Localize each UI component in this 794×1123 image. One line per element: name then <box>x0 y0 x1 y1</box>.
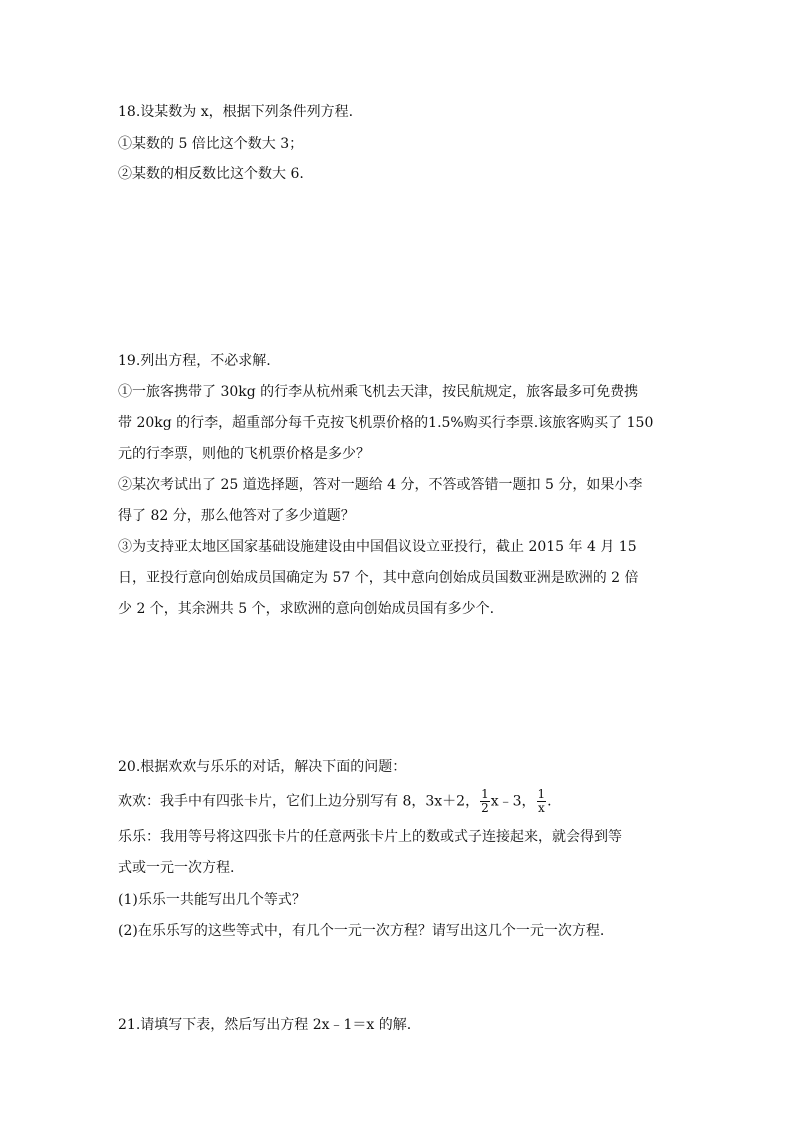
q20-lele-line-2: 式或一元一次方程. <box>118 860 235 876</box>
q20-lele-line-1: 乐乐：我用等号将这四张卡片的任意两张卡片上的数或式子连接起来，就会得到等 <box>118 829 622 845</box>
huanhuan-text: x﹣3， <box>490 793 536 810</box>
fraction-numerator: 1 <box>537 787 546 801</box>
fraction-numerator: 1 <box>481 787 489 801</box>
huanhuan-text: 欢欢：我手中有四张卡片，它们上边分别写有 8，3x＋2， <box>118 793 480 810</box>
fraction-denominator: x <box>537 801 545 815</box>
fraction-denominator: 2 <box>481 801 489 815</box>
q18-item-2: ②某数的相反数比这个数大 6. <box>118 166 304 182</box>
q19-line: 日，亚投行意向创始成员国确定为 57 个，其中意向创始成员国数亚洲是欧洲的 2 倍 <box>118 570 639 586</box>
q19-line: 少 2 个，其余洲共 5 个，求欧洲的意向创始成员国有多少个. <box>118 601 495 617</box>
q19-line: ②某次考试出了 25 道选择题，答对一题给 4 分，不答或答错一题扣 5 分，如果小李 <box>118 477 643 493</box>
q19-line: 元的行李票，则他的飞机票价格是多少？ <box>118 446 370 462</box>
q18-item-1: ①某数的 5 倍比这个数大 3； <box>118 136 304 152</box>
q20-sub-question-1: (1)乐乐一共能写出几个等式？ <box>118 892 306 908</box>
huanhuan-text: . <box>547 793 552 810</box>
q20-title: 20.根据欢欢与乐乐的对话，解决下面的问题： <box>118 759 407 775</box>
fraction-one-over-x <box>537 788 547 815</box>
q20-huanhuan-line <box>118 788 552 815</box>
q18-title: 18.设某数为 x，根据下列条件列方程. <box>118 104 354 120</box>
q21-title: 21.请填写下表，然后写出方程 2x﹣1＝x 的解. <box>118 1017 412 1033</box>
q20-sub-question-2: (2)在乐乐写的这些等式中，有几个一元一次方程？请写出这几个一元一次方程. <box>118 923 605 939</box>
q19-line: ③为支持亚太地区国家基础设施建设由中国倡议设立亚投行，截止 2015 年 4 月 15 <box>118 539 637 555</box>
q19-line: 得了 82 分，那么他答对了多少道题？ <box>118 508 355 524</box>
q19-line: ①一旅客携带了 30kg 的行李从杭州乘飞机去天津，按民航规定，旅客最多可免费携 <box>118 384 639 400</box>
q19-line: 带 20kg 的行李，超重部分每千克按飞机票价格的1.5%购买行李票.该旅客购买了 150 <box>118 415 654 431</box>
q19-title: 19.列出方程，不必求解. <box>118 353 271 369</box>
fraction-half <box>480 788 490 815</box>
